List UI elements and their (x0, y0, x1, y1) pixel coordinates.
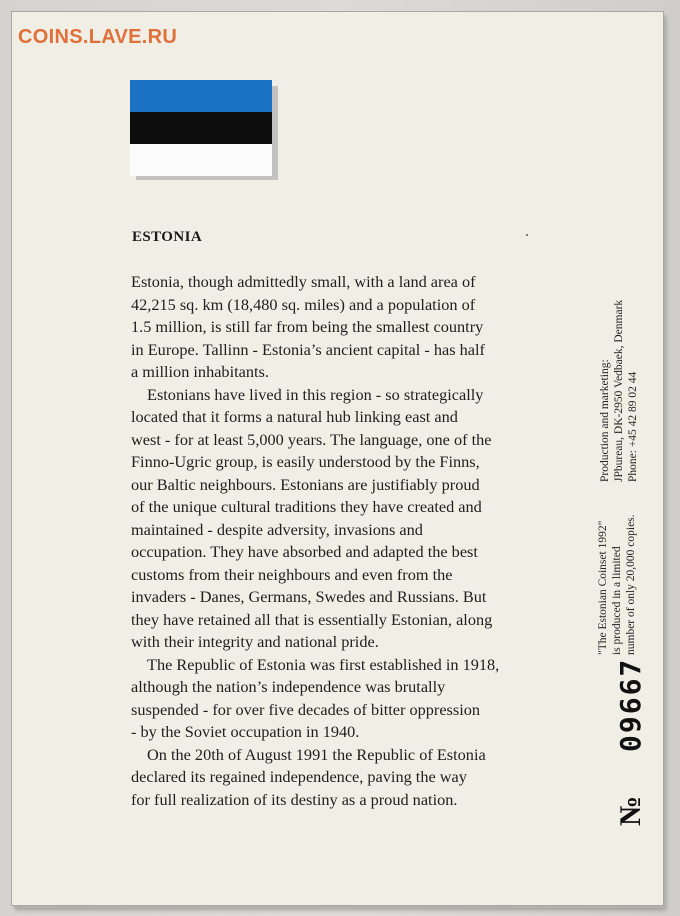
text-line: of the unique cultural traditions they have created and (131, 497, 482, 516)
serial-number: 09667 (614, 657, 647, 752)
text-line: located that it forms a natural hub linking east and (131, 407, 458, 426)
text-line: declared its regained independence, paving the way (131, 767, 467, 786)
text-line: occupation. They have absorbed and adapted the best (131, 542, 478, 561)
text-line: invaders - Danes, Germans, Swedes and Russians. But (131, 587, 487, 606)
text-line: suspended - for over five decades of bitter oppression (131, 699, 481, 719)
body-text (131, 271, 561, 811)
paragraph-3 (131, 654, 561, 744)
text-line: 1.5 million, is still far from being the smallest country (131, 317, 484, 336)
production-info (598, 300, 640, 482)
number-sign: № (614, 795, 647, 826)
text-line: with their integrity and national pride. (131, 632, 379, 651)
text-line: Estonians have lived in this region - so strategically (147, 384, 484, 404)
limited-line: number of only 20,000 copies. (625, 514, 637, 655)
watermark: COINS.LAVE.RU (18, 26, 178, 48)
estonia-flag (130, 80, 272, 176)
paragraph-4 (131, 744, 561, 812)
flag-stripe-white (130, 144, 272, 176)
text-line: On the 20th of August 1991 the Republic of Estonia (147, 744, 486, 764)
flag-stripe-blue (130, 80, 272, 112)
text-line: although the nation’s independence was brutally (131, 677, 446, 696)
flag-stripe-black (130, 112, 272, 144)
text-line: Finno-Ugric group, is easily understood by the Finns, (131, 452, 480, 471)
paper-speck (526, 234, 528, 236)
production-line: Phone: +45 42 89 02 44 (627, 371, 639, 482)
text-line: customs from their neighbours and even from the (131, 564, 453, 584)
production-line: JPbureau, DK-2950 Vedbaek, Denmark (613, 299, 625, 482)
text-line: for full realization of its destiny as a proud nation. (131, 789, 458, 809)
production-line: Production and marketing: (599, 359, 611, 482)
text-line: in Europe. Tallinn - Estonia’s ancient capital - has half (131, 339, 485, 359)
text-line: they have retained all that is essentially Estonian, along (131, 609, 493, 629)
limited-line: "The Estonian Coinset 1992" (597, 520, 609, 655)
text-line: 42,215 sq. km (18,480 sq. miles) and a population of (131, 294, 476, 314)
paragraph-2 (131, 384, 561, 654)
text-line: our Baltic neighbours. Estonians are justifiably proud (131, 474, 480, 494)
text-line: maintained - despite adversity, invasions and (131, 519, 423, 539)
paragraph-1 (131, 271, 561, 384)
text-line: a million inhabitants. (131, 362, 269, 381)
limited-edition-note (596, 514, 638, 655)
text-line: The Republic of Estonia was first established in 1918, (147, 654, 500, 674)
page-title: ESTONIA (132, 229, 203, 245)
limited-line: is produced in a limited (611, 546, 623, 655)
text-line: - by the Soviet occupation in 1940. (131, 722, 360, 741)
text-line: west - for at least 5,000 years. The language, one of the (131, 429, 492, 449)
text-line: Estonia, though admittedly small, with a land area of (131, 272, 476, 291)
